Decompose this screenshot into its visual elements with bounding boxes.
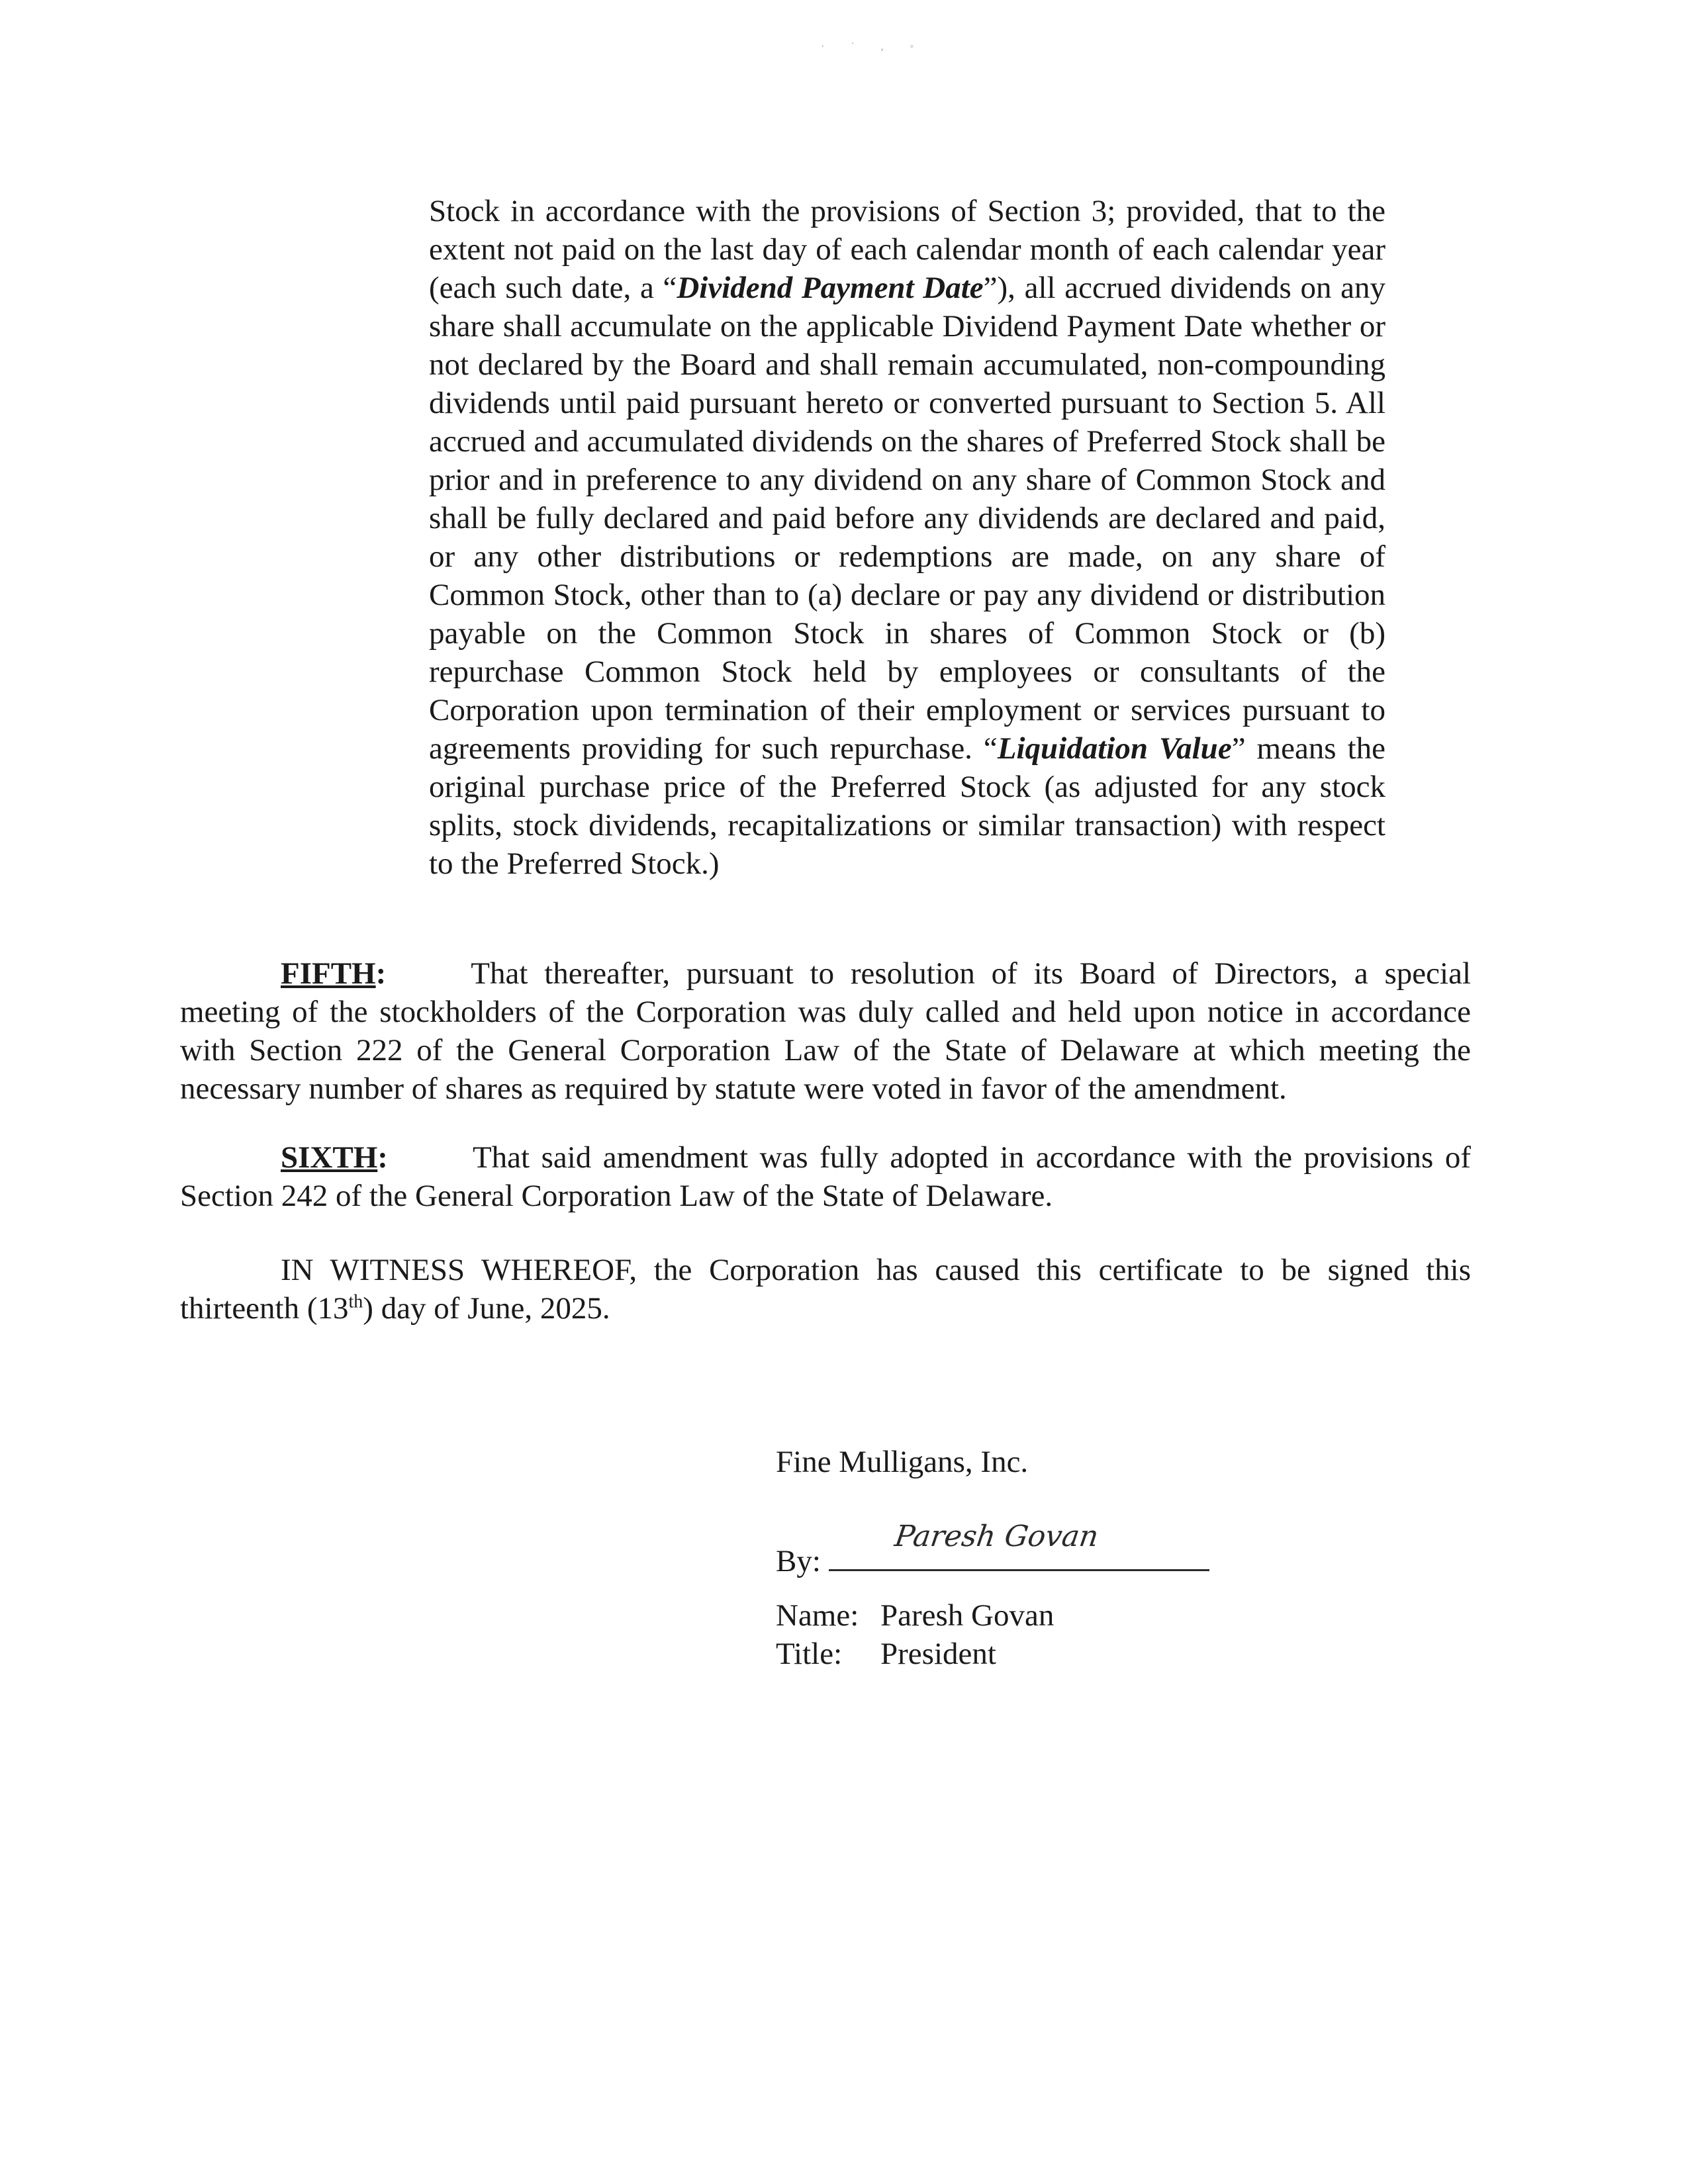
sixth-text: That said amendment was fully adopted in accordance with the provisions of Section 242 of the General Corporation Law of the State of Delaware.: [180, 1140, 1471, 1213]
title-label: Title:: [776, 1637, 843, 1671]
signatory-name-line: [776, 1596, 1054, 1635]
sixth-heading-colon: :: [377, 1140, 388, 1175]
quoted-text-part-2: ”), all accrued dividends on any share shall accumulate on the applicable Dividend Payment Date whether or not declared by the Board and shall remain accumulated, non-compounding dividends until paid pursuant hereto or converted pursuant to Section 5. All accrued and accumulated dividends on the shares of Preferred Stock shall be prior and in preference to any dividend on any share of Common Stock and shall be fully declared and paid before any dividends are declared and paid, or any other distributions or redemptions are made, on any share of Common Stock, other than to (a) declare or pay any dividend or distribution payable on the Common Stock in shares of Common Stock or (b) repurchase Common Stock held by employees or consultants of the Corporation upon termination of their employment or services pursuant to agreements providing for such repurchase. “: [429, 271, 1386, 766]
by-label: By:: [776, 1544, 821, 1578]
name-label: Name:: [776, 1598, 859, 1633]
signatory-title-line: [776, 1635, 996, 1673]
defined-term-liquidation-value: Liquidation Value: [997, 731, 1232, 766]
quoted-certificate-text: [429, 192, 1385, 883]
ordinal-superscript: th: [348, 1291, 363, 1312]
fifth-text: That thereafter, pursuant to resolution of its Board of Directors, a special meeting of the stockholders of the Corporation was duly called and held upon notice in accordance with Section 222 of the General Corporation Law of the State of Delaware at which meeting the necessary number of shares as required by statute were voted in favor of the amendment.: [180, 956, 1471, 1106]
quoted-text-part-3: ” means the original purchase price of the Preferred Stock (as adjusted for any stock splits, stock dividends, recapitalizations or similar transaction) with respect to the Preferred Stock.): [429, 731, 1385, 881]
sixth-paragraph: [180, 1138, 1471, 1215]
company-name: Fine Mulligans, Inc.: [776, 1445, 1029, 1479]
fifth-heading-colon: :: [375, 956, 387, 991]
witness-text-part-1: IN WITNESS WHEREOF, the Corporation has caused this certificate to be signed this thirteenth (13: [180, 1253, 1471, 1326]
fifth-heading: FIFTH: [281, 956, 376, 991]
handwritten-signature: Paresh Govan: [892, 1520, 1101, 1553]
sixth-heading: SIXTH: [281, 1140, 378, 1175]
fifth-paragraph: [180, 954, 1471, 1108]
scan-specks: · ˙ , ◦: [821, 41, 926, 52]
quoted-text-part-1: Stock in accordance with the provisions of Section 3; provided, that to the extent not paid on the last day of each calendar month of each calendar year (each such date, a “: [429, 194, 1385, 305]
name-value: Paresh Govan: [880, 1598, 1055, 1633]
witness-paragraph: [180, 1251, 1471, 1328]
title-value: President: [880, 1637, 996, 1671]
signature-underline: [829, 1520, 1209, 1571]
witness-text-part-2: ) day of June, 2025.: [363, 1291, 610, 1326]
defined-term-dividend-payment-date: Dividend Payment Date: [677, 271, 984, 305]
signature-line: [776, 1520, 1209, 1580]
